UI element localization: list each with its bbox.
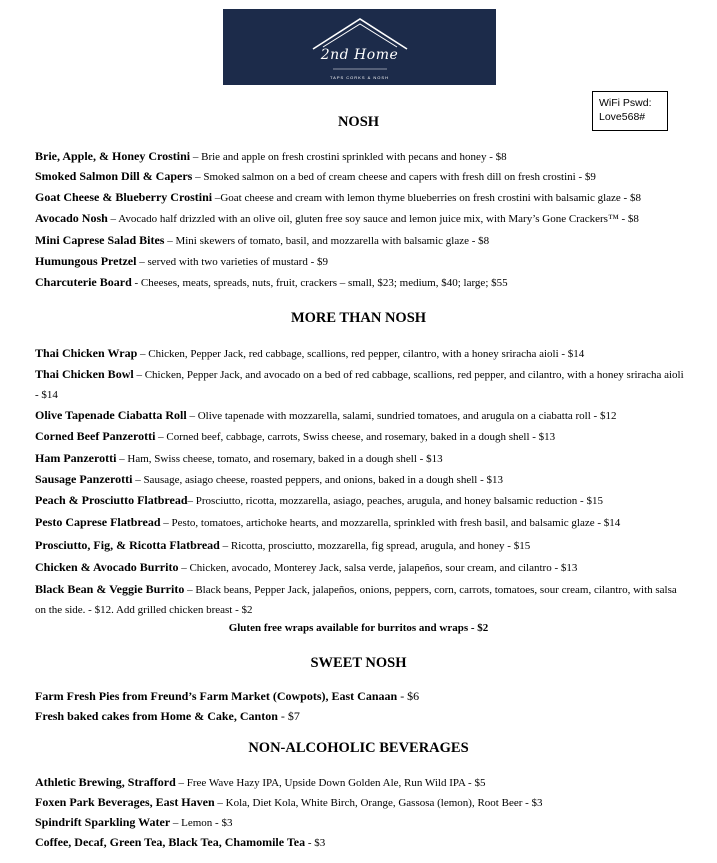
menu-item	[35, 208, 685, 229]
menu-item	[35, 272, 685, 293]
item-name: Pesto Caprese Flatbread	[35, 515, 161, 529]
item-name: Black Bean & Veggie Burrito	[35, 582, 185, 596]
menu-item	[35, 364, 685, 405]
item-name: Smoked Salmon Dill & Capers	[35, 169, 193, 183]
section-heading-more-than-nosh: MORE THAN NOSH	[290, 310, 427, 326]
item-name: Goat Cheese & Blueberry Crostini	[35, 190, 213, 204]
logo-text: 2nd Home	[320, 47, 399, 63]
item-name: Prosciutto, Fig, & Ricotta Flatbread	[35, 538, 220, 552]
menu-item	[35, 343, 685, 364]
item-desc: – Sausage, asiago cheese, roasted peppers, and onions, baked in a dough shell - $13	[132, 474, 503, 486]
menu-item	[35, 557, 685, 578]
item-name: Brie, Apple, & Honey Crostini	[35, 149, 191, 163]
item-name: Spindrift Sparkling Water	[35, 815, 171, 829]
menu-item	[35, 448, 685, 469]
item-name: Coffee, Decaf, Green Tea, Black Tea, Chamomile Tea	[35, 835, 306, 849]
section-heading-nosh: NOSH	[337, 114, 380, 130]
item-name: Thai Chicken Wrap	[35, 346, 138, 360]
menu-item	[35, 146, 685, 167]
item-name: Sausage Panzerotti	[35, 472, 133, 486]
menu-item	[35, 405, 685, 426]
item-desc: – Ham, Swiss cheese, tomato, and rosemary, baked in a dough shell - $13	[116, 453, 443, 465]
menu-item	[35, 832, 685, 853]
item-desc: – Kola, Diet Kola, White Birch, Orange, Gassosa (lemon), Root Beer - $3	[214, 797, 543, 809]
item-name: Corned Beef Panzerotti	[35, 429, 156, 443]
menu-item	[35, 689, 419, 704]
logo	[223, 9, 496, 85]
item-desc: – Smoked salmon on a bed of cream cheese and capers with fresh dill on fresh crostini - $9	[192, 171, 596, 183]
item-desc: - Cheeses, meats, spreads, nuts, fruit, crackers – small, $23; medium, $40; large; $55	[131, 277, 508, 289]
menu-item	[35, 792, 685, 813]
menu-item	[35, 812, 685, 833]
item-name: Charcuterie Board	[35, 275, 132, 289]
item-name: Ham Panzerotti	[35, 451, 117, 465]
item-name: Farm Fresh Pies from Freund’s Farm Market (Cowpots), East Canaan	[35, 689, 398, 703]
item-desc: – Ricotta, prosciutto, mozzarella, fig spread, arugula, and honey - $15	[219, 540, 531, 552]
item-desc: – Corned beef, cabbage, carrots, Swiss cheese, and rosemary, baked in a dough shell - $13	[155, 431, 556, 443]
item-desc: –Goat cheese and cream with lemon thyme blueberries on fresh crostini with balsamic glaze - $8	[212, 192, 641, 204]
menu-item	[35, 535, 685, 556]
item-price: - $6	[397, 689, 420, 703]
menu-item	[35, 469, 685, 490]
wifi-label: WiFi Pswd:	[599, 97, 652, 109]
item-desc: – Chicken, avocado, Monterey Jack, salsa verde, jalapeños, sour cream, and cilantro - $13	[178, 562, 578, 574]
item-name: Peach & Prosciutto Flatbread	[35, 493, 188, 507]
item-desc: – Chicken, Pepper Jack, red cabbage, scallions, red pepper, cilantro, with a honey sriracha aioli - $14	[137, 348, 585, 360]
item-name: Humungous Pretzel	[35, 254, 137, 268]
item-desc: – Mini skewers of tomato, basil, and mozzarella with balsamic glaze - $8	[164, 235, 490, 247]
item-desc: – Lemon - $3	[170, 817, 233, 829]
menu-item	[35, 709, 300, 724]
menu-item	[35, 426, 685, 447]
item-name: Olive Tapenade Ciabatta Roll	[35, 408, 187, 422]
item-name: Foxen Park Beverages, East Haven	[35, 795, 215, 809]
item-name: Thai Chicken Bowl	[35, 367, 134, 381]
item-desc: – Avocado half drizzled with an olive oil, gluten free soy sauce and lemon juice mix, with Mary’s Gone Crackers™ - $8	[107, 213, 639, 225]
item-desc: – served with two varieties of mustard - $9	[136, 256, 328, 268]
item-desc: – Brie and apple on fresh crostini sprinkled with pecans and honey - $8	[190, 151, 507, 163]
logo-tagline: TAPS CORKS & NOSH	[330, 75, 389, 80]
item-desc: – Free Wave Hazy IPA, Upside Down Golden Ale, Run Wild IPA - $5	[175, 777, 486, 789]
menu-item	[35, 251, 685, 272]
item-name: Mini Caprese Salad Bites	[35, 233, 165, 247]
menu-item	[35, 512, 685, 533]
item-price: - $7	[277, 709, 300, 723]
wifi-password: Love568#	[599, 111, 646, 123]
item-name: Fresh baked cakes from Home & Cake, Canton	[35, 709, 278, 723]
menu-item	[35, 166, 685, 187]
menu-item	[35, 230, 685, 251]
section-heading-sweet-nosh: SWEET NOSH	[310, 655, 407, 671]
item-desc: - $3	[305, 837, 326, 849]
item-desc: – Chicken, Pepper Jack, and avocado on a bed of red cabbage, scallions, red pepper, and cilantro, with a honey sriracha aioli - $14	[35, 369, 684, 401]
item-desc: – Pesto, tomatoes, artichoke hearts, and mozzarella, sprinkled with fresh basil, and balsamic glaze - $14	[160, 517, 621, 529]
item-name: Chicken & Avocado Burrito	[35, 560, 179, 574]
gluten-free-note: Gluten free wraps available for burritos and wraps - $2	[228, 622, 489, 634]
item-desc: – Prosciutto, ricotta, mozzarella, asiago, peaches, arugula, and honey balsamic reduction - $15	[187, 495, 603, 507]
menu-item	[35, 490, 685, 511]
item-desc: – Black beans, Pepper Jack, jalapeños, onions, peppers, corn, carrots, tomatoes, sour cream, cilantro, with salsa on the side. - $12. Add grilled chicken breast - $2	[35, 584, 677, 616]
item-name: Athletic Brewing, Strafford	[35, 775, 176, 789]
item-desc: – Olive tapenade with mozzarella, salami, sundried tomatoes, and arugula on a ciabatta roll - $12	[186, 410, 617, 422]
item-name: Avocado Nosh	[35, 211, 108, 225]
section-heading-beverages: NON-ALCOHOLIC BEVERAGES	[248, 740, 469, 756]
menu-item	[35, 772, 685, 793]
menu-item	[35, 579, 685, 620]
menu-item	[35, 187, 685, 208]
